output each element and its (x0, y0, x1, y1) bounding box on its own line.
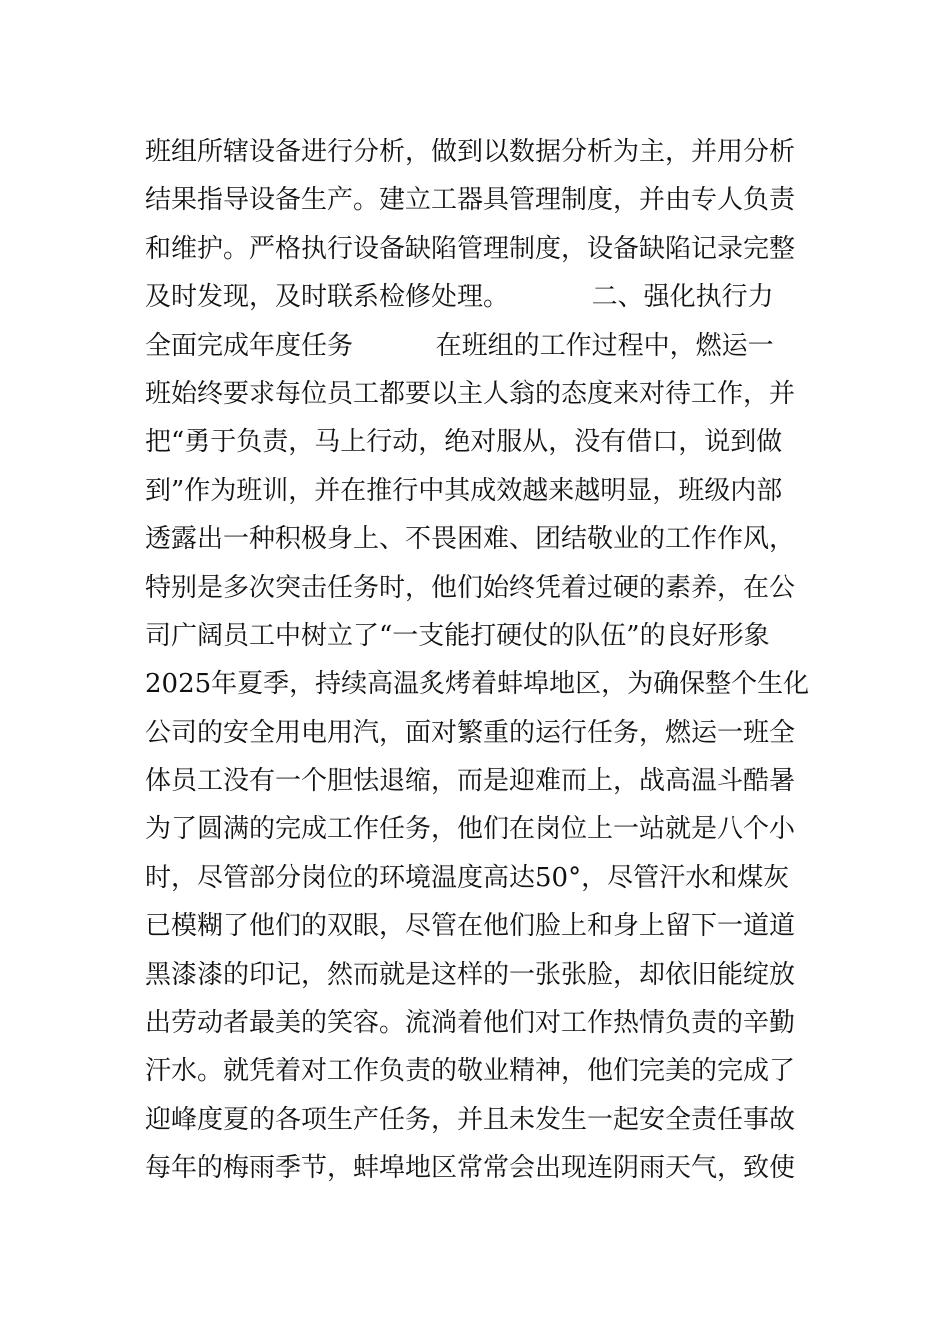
text-line: 和维护。严格执行设备缺陷管理制度，设备缺陷记录完整 (145, 233, 796, 264)
document-body (145, 128, 815, 1193)
text-line: 公司的安全用电用汽，面对繁重的运行任务，燃运一班全 (145, 717, 796, 748)
text-line: 2025年夏季，持续高温炙烤着蚌埠地区，为确保整个生化 (145, 669, 810, 700)
text-line: 特别是多次突击任务时，他们始终凭着过硬的素养，在公 (145, 572, 796, 603)
text-line: 为了圆满的完成工作任务，他们在岗位上一站就是八个小 (145, 814, 796, 845)
text-line: 班组所辖设备进行分析，做到以数据分析为主，并用分析 (145, 137, 796, 167)
text-line: 透露出一种积极身上、不畏困难、团结敬业的工作作风， (145, 524, 796, 555)
text-line: 汗水。就凭着对工作负责的敬业精神，他们完美的完成了 (145, 1056, 796, 1087)
text-line: 全面完成年度任务 在班组的工作过程中，燃运一 (145, 330, 774, 361)
text-line: 把“勇于负责，马上行动，绝对服从，没有借口，说到做 (145, 427, 783, 458)
text-line: 已模糊了他们的双眼，尽管在他们脸上和身上留下一道道 (145, 911, 796, 942)
text-line: 迎峰度夏的各项生产任务，并且未发生一起安全责任事故 (145, 1104, 796, 1135)
text-line: 每年的梅雨季节，蚌埠地区常常会出现连阴雨天气，致使 (145, 1153, 796, 1184)
text-line: 司广阔员工中树立了“一支能打硬仗的队伍”的良好形象 (145, 620, 770, 651)
text-line: 班始终要求每位员工都要以主人翁的态度来对待工作，并 (145, 378, 796, 409)
text-line: 黑漆漆的印记，然而就是这样的一张张脸，却依旧能绽放 (145, 959, 796, 990)
text-line: 结果指导设备生产。建立工器具管理制度，并由专人负责 (145, 185, 796, 216)
text-line: 到”作为班训，并在推行中其成效越来越明显，班级内部 (145, 475, 783, 506)
text-line: 及时发现，及时联系检修处理。 二、强化执行力 (145, 282, 774, 313)
text-line: 时，尽管部分岗位的环境温度高达50°，尽管汗水和煤灰 (145, 862, 790, 893)
text-line: 出劳动者最美的笑容。流淌着他们对工作热情负责的辛勤 (145, 1008, 796, 1039)
text-line: 体员工没有一个胆怯退缩，而是迎难而上，战高温斗酷暑 (145, 766, 796, 797)
